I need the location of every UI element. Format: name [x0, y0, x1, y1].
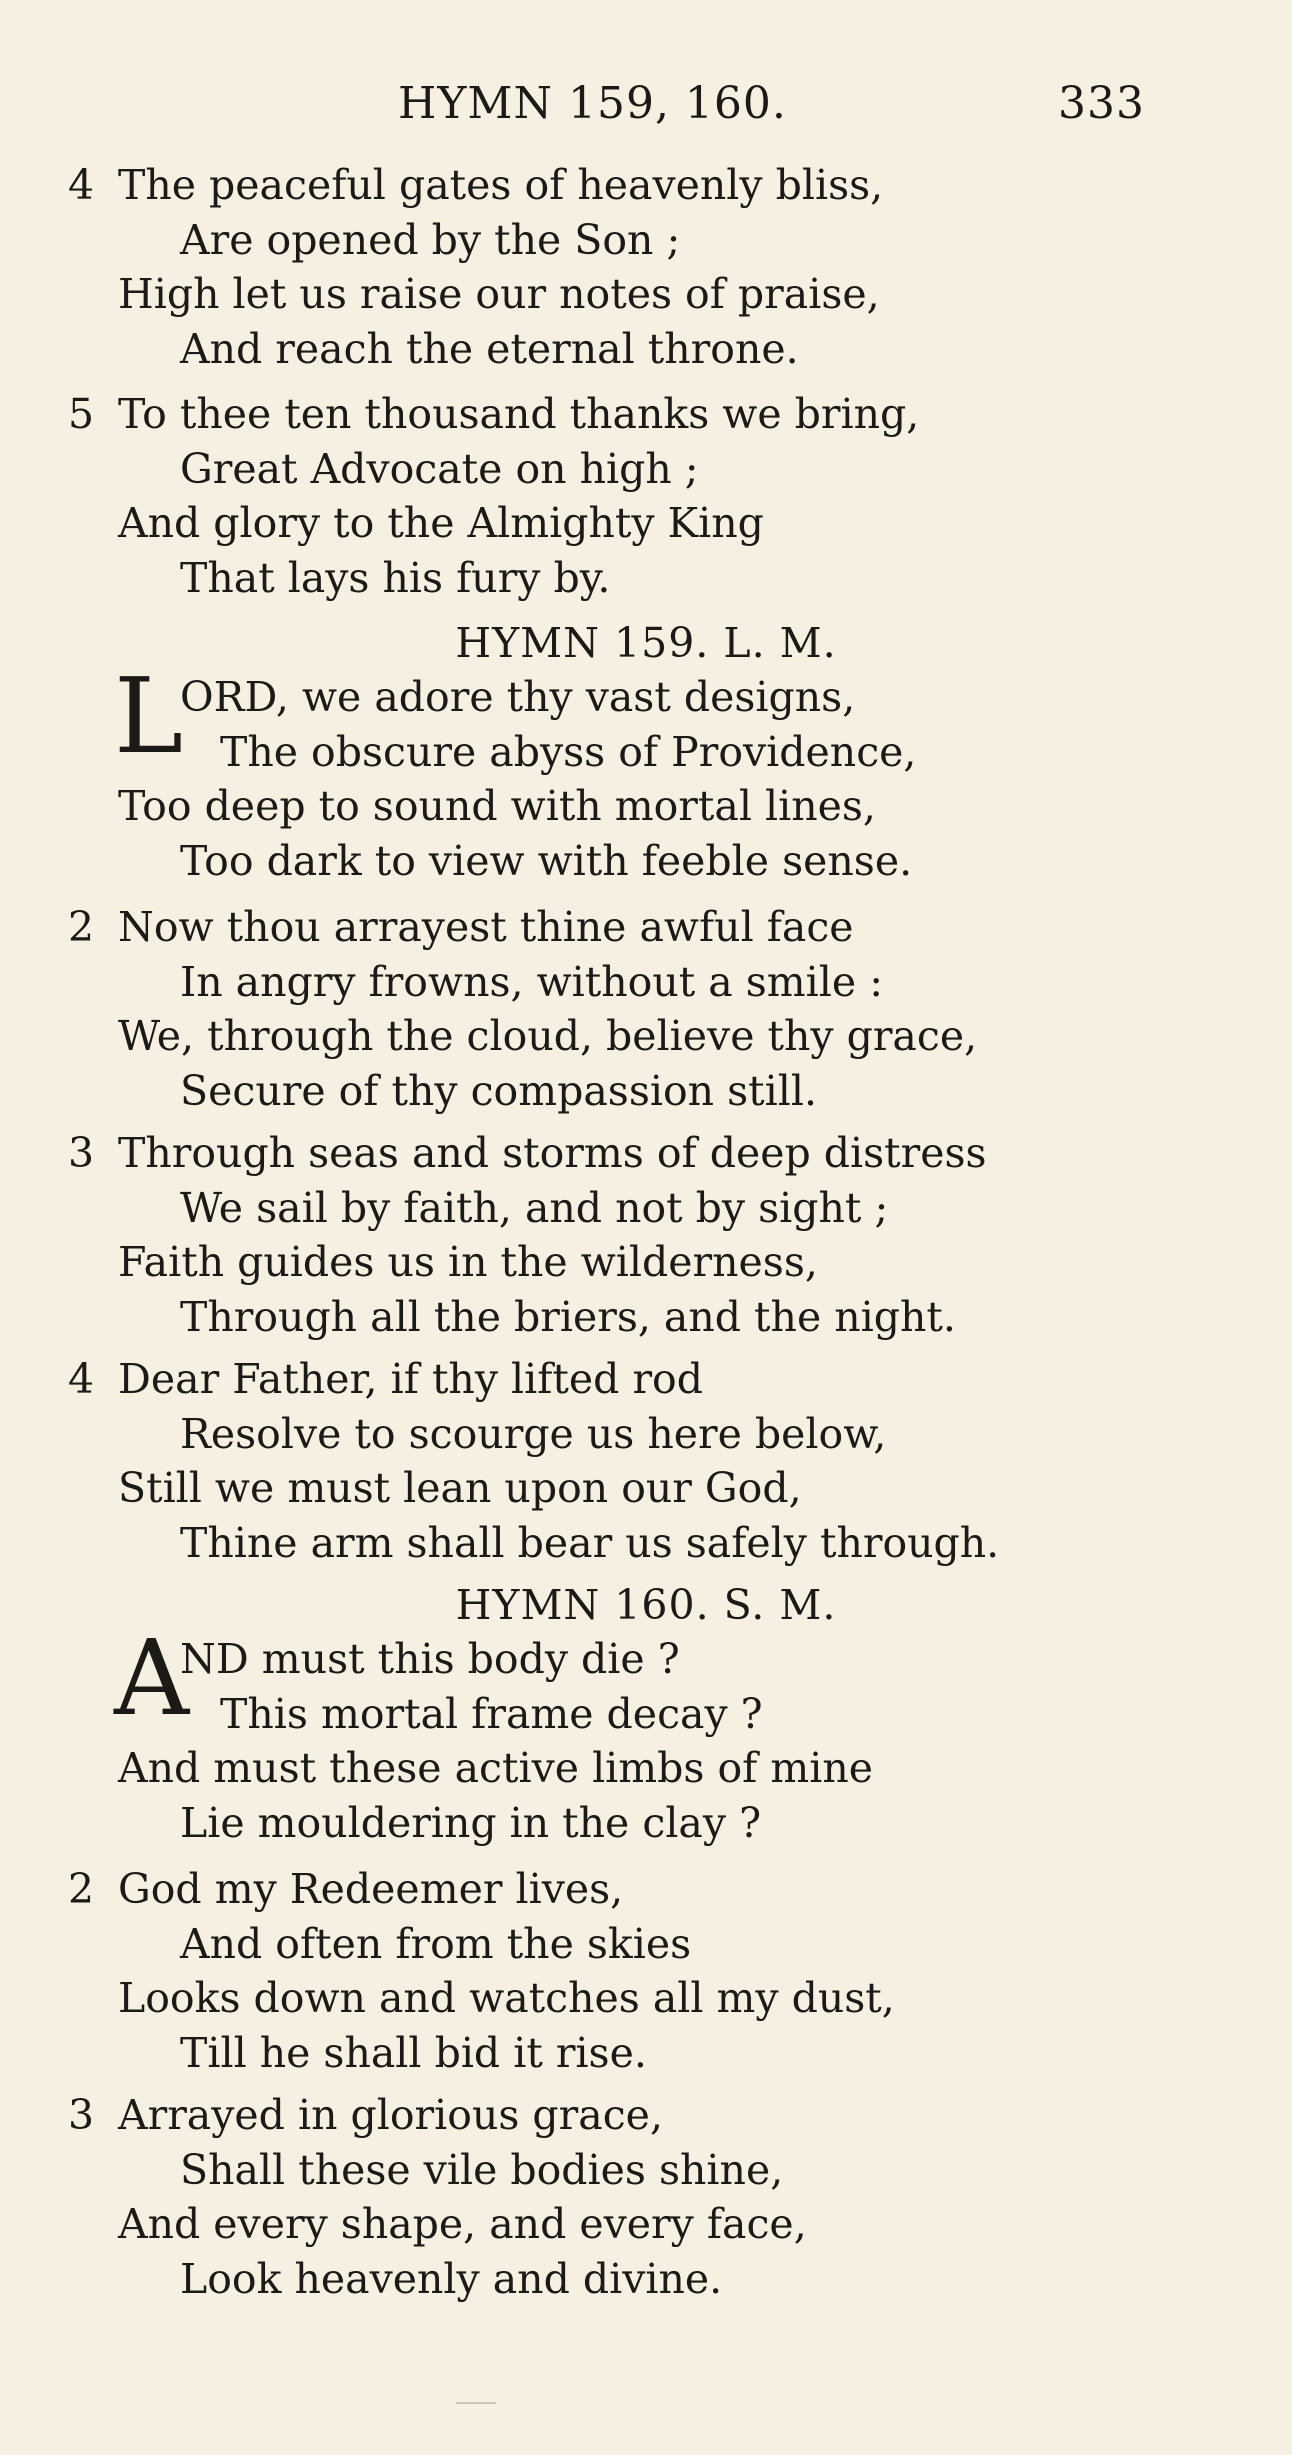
hymn-160-heading: HYMN 160. S. M. — [455, 1581, 837, 1629]
verse-line: Through all the briers, and the night. — [180, 1292, 956, 1341]
verse-line: Arrayed in glorious grace, — [118, 2091, 663, 2139]
verse-line: Looks down and watches all my dust, — [118, 1974, 895, 2023]
verse-line: High let us raise our notes of praise, — [118, 270, 880, 319]
stanza-number: 3 — [68, 2091, 95, 2139]
verse-line: Resolve to scourge us here below, — [180, 1409, 887, 1458]
continued-stanza-5 — [0, 387, 1292, 605]
verse-line: Now thou arrayest thine awful face — [118, 903, 854, 951]
stanza-number: 2 — [68, 903, 95, 951]
stanza-number: 4 — [68, 161, 95, 209]
hymn-159-stanza-3 — [0, 1126, 1292, 1344]
verse-line: And often from the skies — [180, 1919, 692, 1968]
hymn-159-stanza-2 — [0, 900, 1292, 1118]
verse-line: Lie mouldering in the clay ? — [180, 1798, 762, 1847]
verse-line: Dear Father, if thy lifted rod — [118, 1355, 703, 1403]
page-number: 333 — [1058, 78, 1145, 129]
verse-line: And every shape, and every face, — [118, 2200, 807, 2249]
verse-line: God my Redeemer lives, — [118, 1865, 624, 1913]
verse-line: Shall these vile bodies shine, — [180, 2145, 784, 2194]
stanza-number: 4 — [68, 1355, 95, 1403]
continued-stanza-4 — [0, 158, 1292, 376]
hymn-160-stanza-2 — [0, 1862, 1292, 2080]
stanza-number: 2 — [68, 1865, 95, 1913]
hymn-160-stanza-3 — [0, 2088, 1292, 2306]
verse-line: Look heavenly and divine. — [180, 2254, 723, 2303]
verse-line: Thine arm shall bear us safely through. — [180, 1518, 1000, 1567]
hymn-159-stanza-4 — [0, 1352, 1292, 1570]
verse-line: And must these active limbs of mine — [118, 1744, 874, 1793]
hymn-159-heading: HYMN 159. L. M. — [455, 619, 837, 667]
verse-line: And reach the eternal throne. — [180, 324, 799, 373]
footer-rule — [456, 2402, 496, 2404]
verse-line: The peaceful gates of heavenly bliss, — [118, 161, 884, 209]
drop-cap: L — [114, 655, 184, 777]
verse-line: Through seas and storms of deep distress — [118, 1129, 987, 1177]
verse-line: Too dark to view with feeble sense. — [180, 836, 913, 885]
verse-line: Great Advocate on high ; — [180, 444, 699, 493]
stanza-number: 3 — [68, 1129, 95, 1177]
verse-line: We, through the cloud, believe thy grace, — [118, 1012, 978, 1061]
verse-line: Faith guides us in the wilderness, — [118, 1238, 818, 1287]
stanza-number: 5 — [68, 390, 95, 438]
verse-line: In angry frowns, without a smile : — [180, 957, 884, 1006]
verse-line: This mortal frame decay ? — [220, 1689, 763, 1738]
verse-line: Secure of thy compassion still. — [180, 1066, 818, 1115]
verse-line: The obscure abyss of Providence, — [220, 727, 917, 776]
verse-line: Too deep to sound with mortal lines, — [118, 782, 876, 831]
verse-line: Still we must lean upon our God, — [118, 1464, 802, 1513]
running-title: HYMN 159, 160. — [398, 78, 787, 129]
running-head — [0, 78, 1292, 138]
verse-line: ND must this body die ? — [180, 1635, 680, 1683]
verse-line: And glory to the Almighty King — [118, 499, 764, 548]
verse-line: Are opened by the Son ; — [180, 215, 681, 264]
drop-cap: A — [114, 1617, 190, 1739]
verse-line: To thee ten thousand thanks we bring, — [118, 390, 920, 438]
verse-line: We sail by faith, and not by sight ; — [180, 1183, 889, 1232]
verse-line: Till he shall bid it rise. — [180, 2028, 647, 2077]
verse-line: ORD, we adore thy vast designs, — [180, 673, 856, 721]
verse-line: That lays his fury by. — [180, 553, 611, 602]
